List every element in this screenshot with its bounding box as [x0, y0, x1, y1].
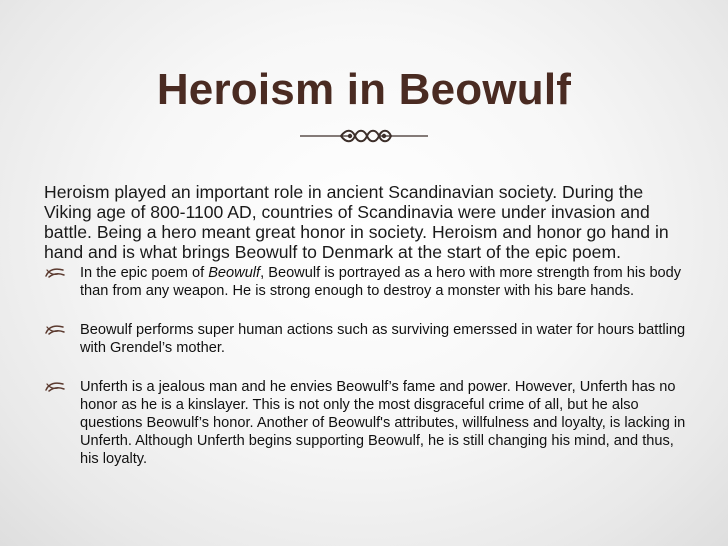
- flourish-divider-icon: [298, 124, 430, 148]
- slide-title: Heroism in Beowulf: [156, 65, 572, 115]
- bullet-text: Unferth is a jealous man and he envies Beowulf’s fame and power. However, Unferth has no honor as he is a kinslayer. This is not only the most disgraceful crime of all, but he also questions Beowulf’s honor. Another of Beowulf's attributes, willfulness and loyalty, is lacking in Unferth. Although Unferth begins supporting Beowulf, he is still changing his mind, and thus, his loyalty.: [80, 379, 686, 467]
- bullet-item: [44, 321, 694, 357]
- bullet-text-prefix: In the epic poem of: [80, 265, 209, 281]
- intro-paragraph: Heroism played an important role in ancient Scandinavian society. During the Viking age of 800-1100 AD, countries of Scandinavia were under invasion and battle. Being a hero meant great honor in society. Heroism and honor go hand in hand and is what brings Beowulf to Denmark at the start of the epic poem.: [44, 181, 669, 262]
- scroll-bullet-icon: [44, 380, 66, 394]
- scroll-bullet-icon: [44, 323, 66, 337]
- bullet-text: Beowulf performs super human actions such as surviving emerssed in water for hours battling with Grendel’s mother.: [80, 322, 686, 356]
- bullet-text: , Beowulf is portrayed as a hero with more strength from his body than from any weapon. He is strong enough to destroy a monster with his bare hands.: [80, 265, 682, 299]
- bullet-item: [44, 264, 694, 300]
- bullet-emphasis: Beowulf: [208, 265, 261, 281]
- bullet-list: [44, 264, 694, 468]
- scroll-bullet-icon: [44, 266, 66, 280]
- bullet-item: [44, 378, 694, 468]
